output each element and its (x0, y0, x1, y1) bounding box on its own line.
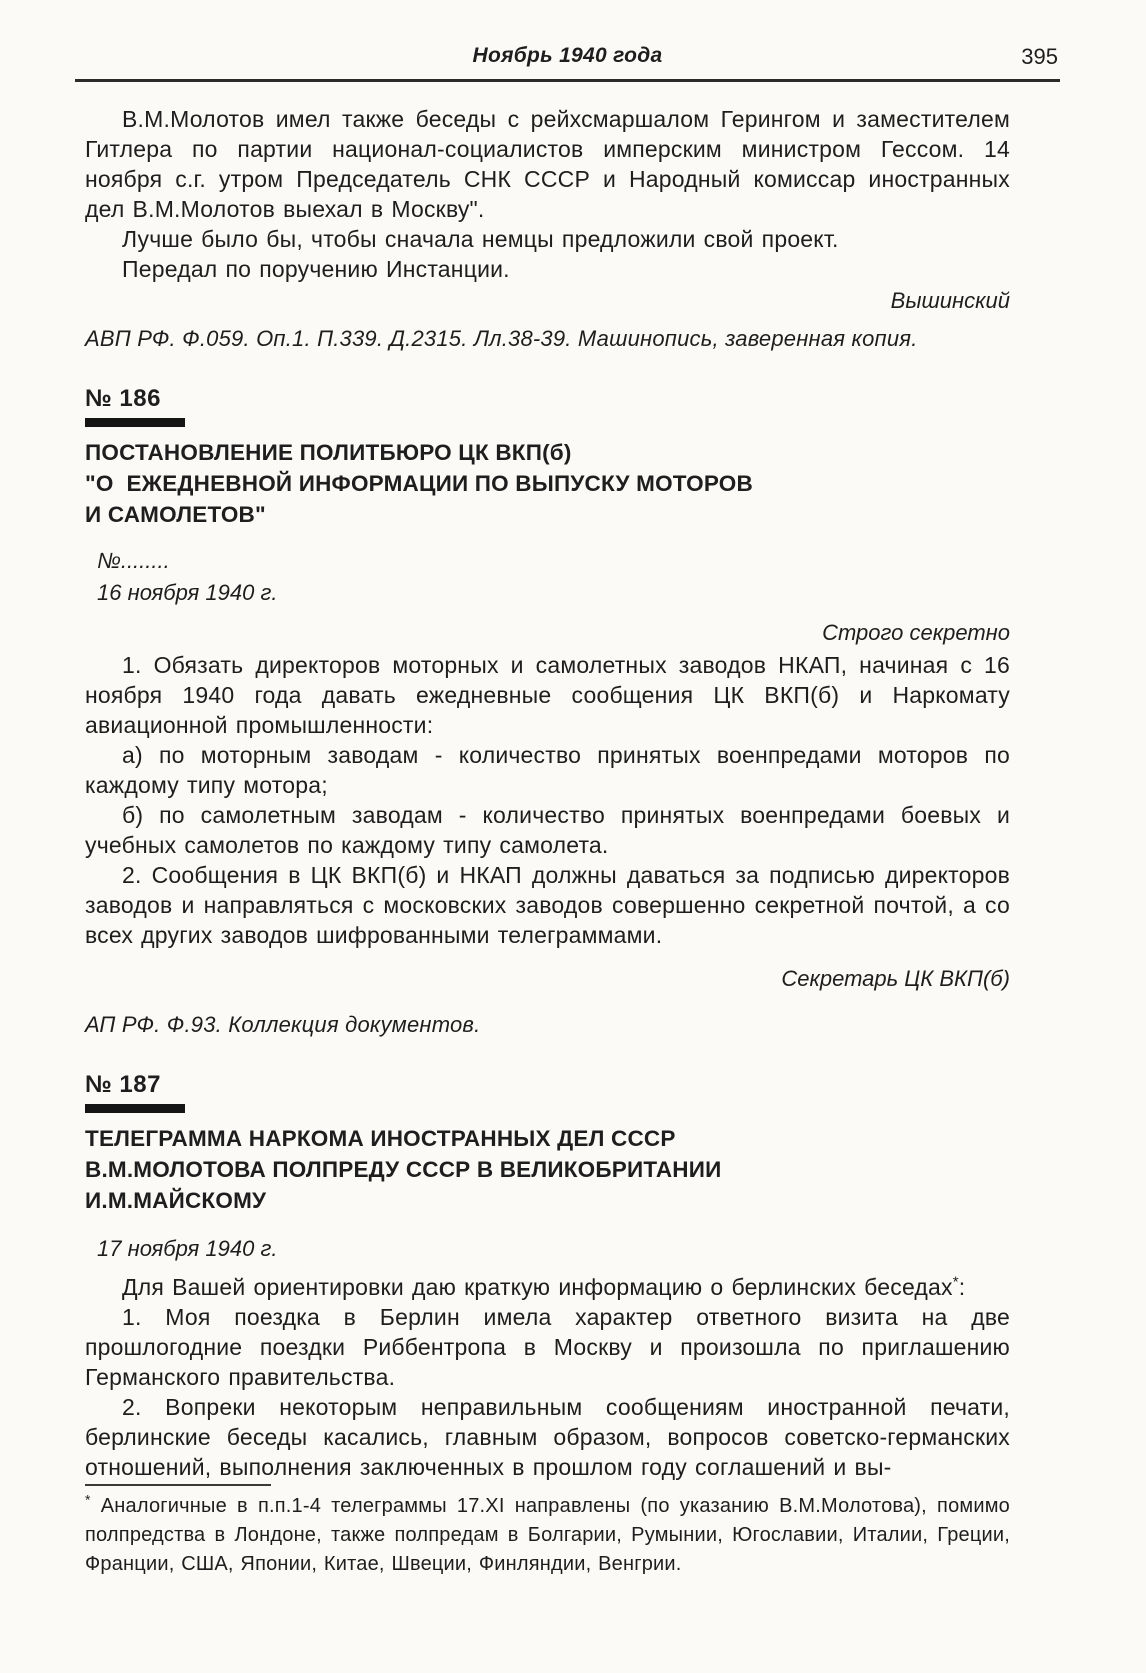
doc-number-placeholder: №........ (97, 548, 170, 573)
footnote-separator (85, 1484, 271, 1486)
doc-paragraph: 1. Моя поездка в Берлин имела характер ответного визита на две прошлогодние поездки Риббентропа в Москву и произошла по приглашению Германского правительства. (85, 1304, 1010, 1390)
doc-title-line: И САМОЛЕТОВ" (85, 502, 266, 527)
footnote-marker: * (952, 1273, 959, 1291)
classification-label: Строго секретно (822, 620, 1010, 645)
doc-paragraph: 2. Сообщения в ЦК ВКП(б) и НКАП должны даваться за подписью директоров заводов и направляться с московских заводов совершенно секретной почтой, а со всех других заводов шифрованными телеграммами. (85, 862, 1010, 948)
doc-number: № 186 (85, 385, 161, 412)
doc-title-line: "О ЕЖЕДНЕВНОЙ ИНФОРМАЦИИ ПО ВЫПУСКУ МОТОРОВ (85, 471, 753, 496)
doc-paragraph-with-footnote (85, 1272, 1010, 1302)
doc-title-line: В.М.МОЛОТОВА ПОЛПРЕДУ СССР В ВЕЛИКОБРИТАНИИ (85, 1157, 722, 1182)
paragraph-text: Для Вашей ориентировки даю краткую информацию о берлинских беседах (122, 1274, 953, 1300)
doc-paragraph: а) по моторным заводам - количество принятых военпредами моторов по каждому типу мотора; (85, 742, 1010, 798)
doc-paragraph: б) по самолетным заводам - количество принятых военпредами боевых и учебных самолетов по каждому типу самолета. (85, 802, 1010, 858)
signature: Секретарь ЦК ВКП(б) (781, 966, 1010, 991)
intro-paragraph: Передал по поручению Инстанции. (122, 256, 510, 282)
doc-paragraph: 1. Обязать директоров моторных и самолетных заводов НКАП, начиная с 16 ноября 1940 года давать ежедневные сообщения ЦК ВКП(б) и Наркомату авиационной промышленности: (85, 652, 1010, 738)
footnote-text (85, 1492, 1010, 1579)
doc-title-line: ТЕЛЕГРАММА НАРКОМА ИНОСТРАННЫХ ДЕЛ СССР (85, 1126, 676, 1151)
doc-paragraph: 2. Вопреки некоторым неправильным сообщениям иностранной печати, берлинские беседы касались, главным образом, вопросов советско-германских отношений, выполнения заключенных в прошлом году соглашений и вы- (85, 1394, 1010, 1480)
signature: Вышинский (890, 288, 1010, 313)
running-header (75, 44, 1060, 82)
archive-reference: АП РФ. Ф.93. Коллекция документов. (85, 1012, 481, 1037)
footnote-marker: * (85, 1491, 91, 1508)
doc-date: 16 ноября 1940 г. (97, 580, 278, 605)
archive-reference: АВП РФ. Ф.059. Оп.1. П.339. Д.2315. Лл.38-39. Машинопись, заверенная копия. (85, 326, 918, 351)
doc-number-bar (85, 418, 185, 427)
page-title: Ноябрь 1940 года (472, 44, 663, 67)
paragraph-text: : (958, 1274, 966, 1300)
footnote-body: Аналогичные в п.п.1-4 телеграммы 17.XI направлены (по указанию В.М.Молотова), помимо полпредства в Лондоне, также полпредам в Болгарии, Румынии, Югославии, Италии, Греции, Франции, США, Японии, Китае, Швеции, Финляндии, Венгрии. (85, 1495, 1010, 1575)
doc-number-bar (85, 1104, 185, 1113)
intro-paragraph: Лучше было бы, чтобы сначала немцы предложили свой проект. (122, 226, 839, 252)
doc-number: № 187 (85, 1071, 161, 1098)
doc-title-line: ПОСТАНОВЛЕНИЕ ПОЛИТБЮРО ЦК ВКП(б) (85, 440, 572, 465)
doc-date: 17 ноября 1940 г. (97, 1236, 278, 1261)
page-number: 395 (1021, 44, 1058, 69)
footnote (85, 1484, 1010, 1579)
intro-paragraph: В.М.Молотов имел также беседы с рейхсмаршалом Герингом и заместителем Гитлера по партии национал-социалистов имперским министром Гессом. 14 ноября с.г. утром Председатель СНК СССР и Народный комиссар иностранных дел В.М.Молотов выехал в Москву". (85, 106, 1010, 222)
doc-title-line: И.М.МАЙСКОМУ (85, 1188, 267, 1213)
